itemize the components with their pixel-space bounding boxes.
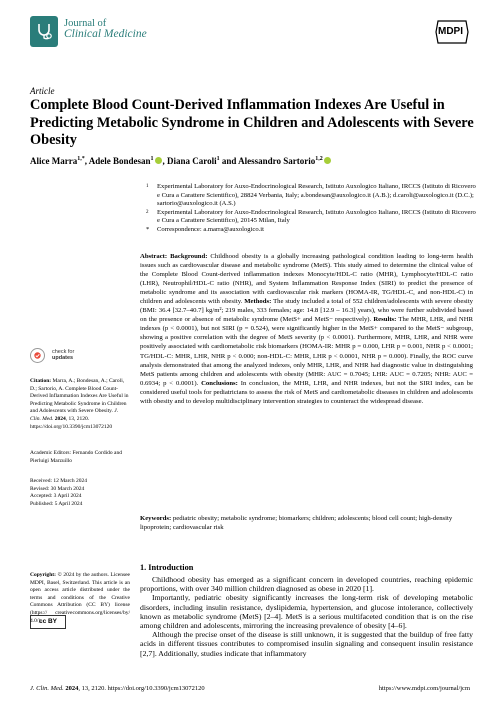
- cc-by-license-badge[interactable]: cc BY: [30, 615, 66, 629]
- abstract-results: The MHR, LHR, and NHR indexes (p < 0.0001), but not SIRI (p = 0.524), were significantly higher in the MetS+ compared to the MetS− subgroup, showing a positive correlation with the degree of MetS severity (p < 0.0001). Furthermore, MHR, LHR, and NHR were positively associated with cardiometabolic risk biomarkers (HOMA-IR: MHR p = 0.000, LHR p = 0.001, NHR p < 0.0001; TG/HDL-C: MHR, LHR, NHR p < 0.000; non-HDL-C: MHR, LHR p < 0.0001, NHR p = 0.000). Finally, the ROC curve analysis demonstrated that among the analyzed indexes, only MHR, LHR, and NHR had diagnostic value in distinguishing MetS patients among children and adolescents with obesity (MHR: AUC = 0.7045; LHR: AUC = 0.7205; NHR: AUC = 0.6934; p < 0.0001).: [140, 316, 473, 387]
- intro-paragraph: Childhood obesity has emerged as a significant concern in developed countries, reaching epidemic proportions, with over 340 million children diagnosed as obese in 2020 [1].: [140, 575, 473, 594]
- footer-citation: [30, 685, 205, 692]
- received-date: Received: 12 March 2024: [30, 478, 87, 484]
- check-updates-label: [52, 349, 74, 361]
- keywords-label: Keywords:: [140, 515, 172, 522]
- abstract-conclusions: In conclusion, the MHR, LHR, and NHR indexes, but not the SIRI index, can be considered useful tools for pediatricians to assess the risk of MetS and cardiometabolic diseases in children and adolescents with obesity and to develop multidisciplinary intervention strategies to counteract the widespread disease.: [140, 379, 474, 405]
- introduction-heading: 1. Introduction: [140, 563, 194, 572]
- author-sup: 1,*: [77, 156, 85, 162]
- author-name: Adele Bondesan: [88, 156, 151, 166]
- copyright-label: Copyright:: [30, 572, 56, 578]
- abstract-methods: The study included a total of 552 children/adolescents with severe obesity (BMI: 36.4 [32.7–40.7] kg/m²; 219 males, 333 females; age: 14.8 [12.9 – 16.3] years), who were further subdivided based on the presence or absence of metabolic syndrome (MetS+ and MetS− respectively).: [140, 298, 473, 324]
- author-name: Alessandro Sartorio: [238, 156, 316, 166]
- copyright-block: [30, 572, 130, 625]
- journal-line2: Clinical Medicine: [64, 28, 147, 40]
- author-sep: ,: [84, 156, 89, 166]
- orcid-icon[interactable]: [155, 157, 162, 164]
- affiliations: [146, 183, 476, 234]
- journal-line1: Journal of: [64, 18, 107, 29]
- author-list: [30, 156, 332, 166]
- revised-date: Revised: 30 March 2024: [30, 485, 85, 492]
- affiliation-row: [146, 183, 476, 209]
- academic-editors: Academic Editors: Fernando Cordido and Pierluigi Marzuillo: [30, 450, 122, 464]
- author-name: Alice Marra: [30, 156, 78, 166]
- keywords: [140, 514, 473, 532]
- orcid-icon[interactable]: [324, 157, 331, 164]
- abstract-label: Abstract:: [140, 253, 168, 260]
- footer-year: 2024: [65, 685, 79, 692]
- abstract-results-label: Results:: [373, 316, 397, 324]
- footer-journal: J. Clin. Med.: [30, 685, 64, 692]
- intro-paragraph: Although the precise onset of the disease is still unknown, it is suggested that the buildup of free fatty acids in different tissues contributes to compromised insulin signaling and consequent insulin resistance [2,7]. Additionally, studies indicate that inflammatory: [140, 630, 473, 658]
- journal-logo-icon: [30, 16, 58, 47]
- citation-block: [30, 378, 130, 431]
- citation-label: Citation:: [30, 378, 52, 384]
- article-title: Complete Blood Count-Derived Inflammation Indexes Are Useful in Predicting Metabolic Syndrome in Children and Adolescents with Severe Obesity: [30, 97, 474, 148]
- article-type: Article: [30, 86, 55, 96]
- check-updates-line1: check for: [52, 349, 75, 356]
- author-sup: 1: [150, 156, 154, 162]
- citation-journal: J. Clin. Med.: [30, 408, 119, 422]
- citation-year: 2024: [54, 415, 66, 422]
- author-sep: ,: [162, 156, 168, 166]
- affiliation-num: 2: [146, 209, 149, 215]
- author-sep: and: [219, 156, 239, 166]
- footer-journal-url[interactable]: https://www.mdpi.com/journal/jcm: [378, 685, 470, 692]
- citation-text: Marra, A.; Bondesan, A.; Caroli, D.; Sartorio, A. Complete Blood Count-Derived Inflammation Indexes Are Useful in Predicting Metabolic Syndrome in Children and Adolescents with Severe Obesity.: [30, 378, 129, 415]
- mdpi-logo-text: MDPI: [438, 26, 463, 37]
- footer-vol[interactable]: , 13, 2120. https://doi.org/10.3390/jcm13072120: [78, 685, 205, 692]
- affiliation-text: Experimental Laboratory for Auxo-Endocrinological Research, Istituto Auxologico Italiano, IRCCS (Istituto di Ricovero e Cura a Carattere Scientifico), 28824 Verbania, Italy; a.bondesan@auxologico.it (A.B.); d.caroli@auxologico.it (D.C.); sartorio@auxologico.it (A.S.): [157, 183, 476, 207]
- affiliation-num: 1: [146, 184, 149, 189]
- introduction-body: [140, 575, 473, 658]
- check-for-updates-button[interactable]: [30, 346, 74, 364]
- affiliation-row: [146, 226, 476, 235]
- affiliation-text: Correspondence: a.marra@auxologico.it: [157, 225, 264, 233]
- abstract-background: Childhood obesity is a globally increasing pathological condition leading to long-term health issues such as cardiovascular disease and metabolic syndrome (MetS). This study aimed to determine the clinical value of the Complete Blood Count-derived inflammation indexes Monocyte/HDL-C ratio (MHR), Lymphocyte/HDL-C ratio (LHR), Neutrophil/HDL-C ratio (NHR), and System Inflammation Response Index (SIRI) to predict the presence of metabolic syndrome and its association with cardiovascular risk markers (HOMA-IR, TG/HDL-C, and non-HDL-C) in children and adolescents with obesity.: [140, 253, 473, 306]
- accepted-date: Accepted: 3 April 2024: [30, 493, 82, 500]
- abstract-conclusions-label: Conclusions:: [201, 379, 238, 387]
- copyright-text: © 2024 by the authors. Licensee MDPI, Basel, Switzerland. This article is an open access article distributed under the terms and conditions of the Creative Commons Attribution (CC BY) license (https:// creativecommons.org/licenses/by/ 4.0/).: [30, 572, 131, 624]
- affiliation-num: *: [146, 225, 150, 233]
- abstract-background-label: Background:: [170, 253, 208, 260]
- check-updates-line2: updates: [52, 355, 74, 362]
- abstract-methods-label: Methods:: [244, 298, 272, 306]
- affiliation-text: Experimental Laboratory for Auxo-Endocrinological Research, Istituto Auxologico Italiano, IRCCS (Istituto di Ricovero e Cura a Carattere Scientifico), 20145 Milan, Italy: [157, 208, 476, 224]
- journal-name: [64, 18, 147, 40]
- author-name: Diana Caroli: [167, 156, 217, 166]
- abstract: [140, 252, 473, 406]
- published-date: Published: 5 April 2024: [30, 500, 83, 507]
- intro-paragraph: Importantly, pediatric obesity significantly increases the long-term risk of developing metabolic disorders, including insulin resistance, dyslipidemia, hypertension, and glucose intolerance, collectively known as metabolic syndrome (MetS) [2–4]. MetS is a serious multifaceted condition that is on the rise among children and adolescents, mirroring the increasing prevalence of obesity [4–6].: [140, 593, 473, 631]
- dates-block: [30, 478, 130, 508]
- author-sup: 1: [216, 156, 220, 162]
- author-sup: 1,2: [315, 156, 323, 162]
- keywords-text: pediatric obesity; metabolic syndrome; biomarkers; children; adolescents; blood cell count; high-density lipoprotein; cardiovascular risk: [140, 515, 453, 532]
- citation-vol: , 13, 2120. https://doi.org/10.3390/jcm13072120: [30, 415, 113, 430]
- check-updates-icon: [30, 348, 45, 363]
- affiliation-row: [146, 209, 476, 226]
